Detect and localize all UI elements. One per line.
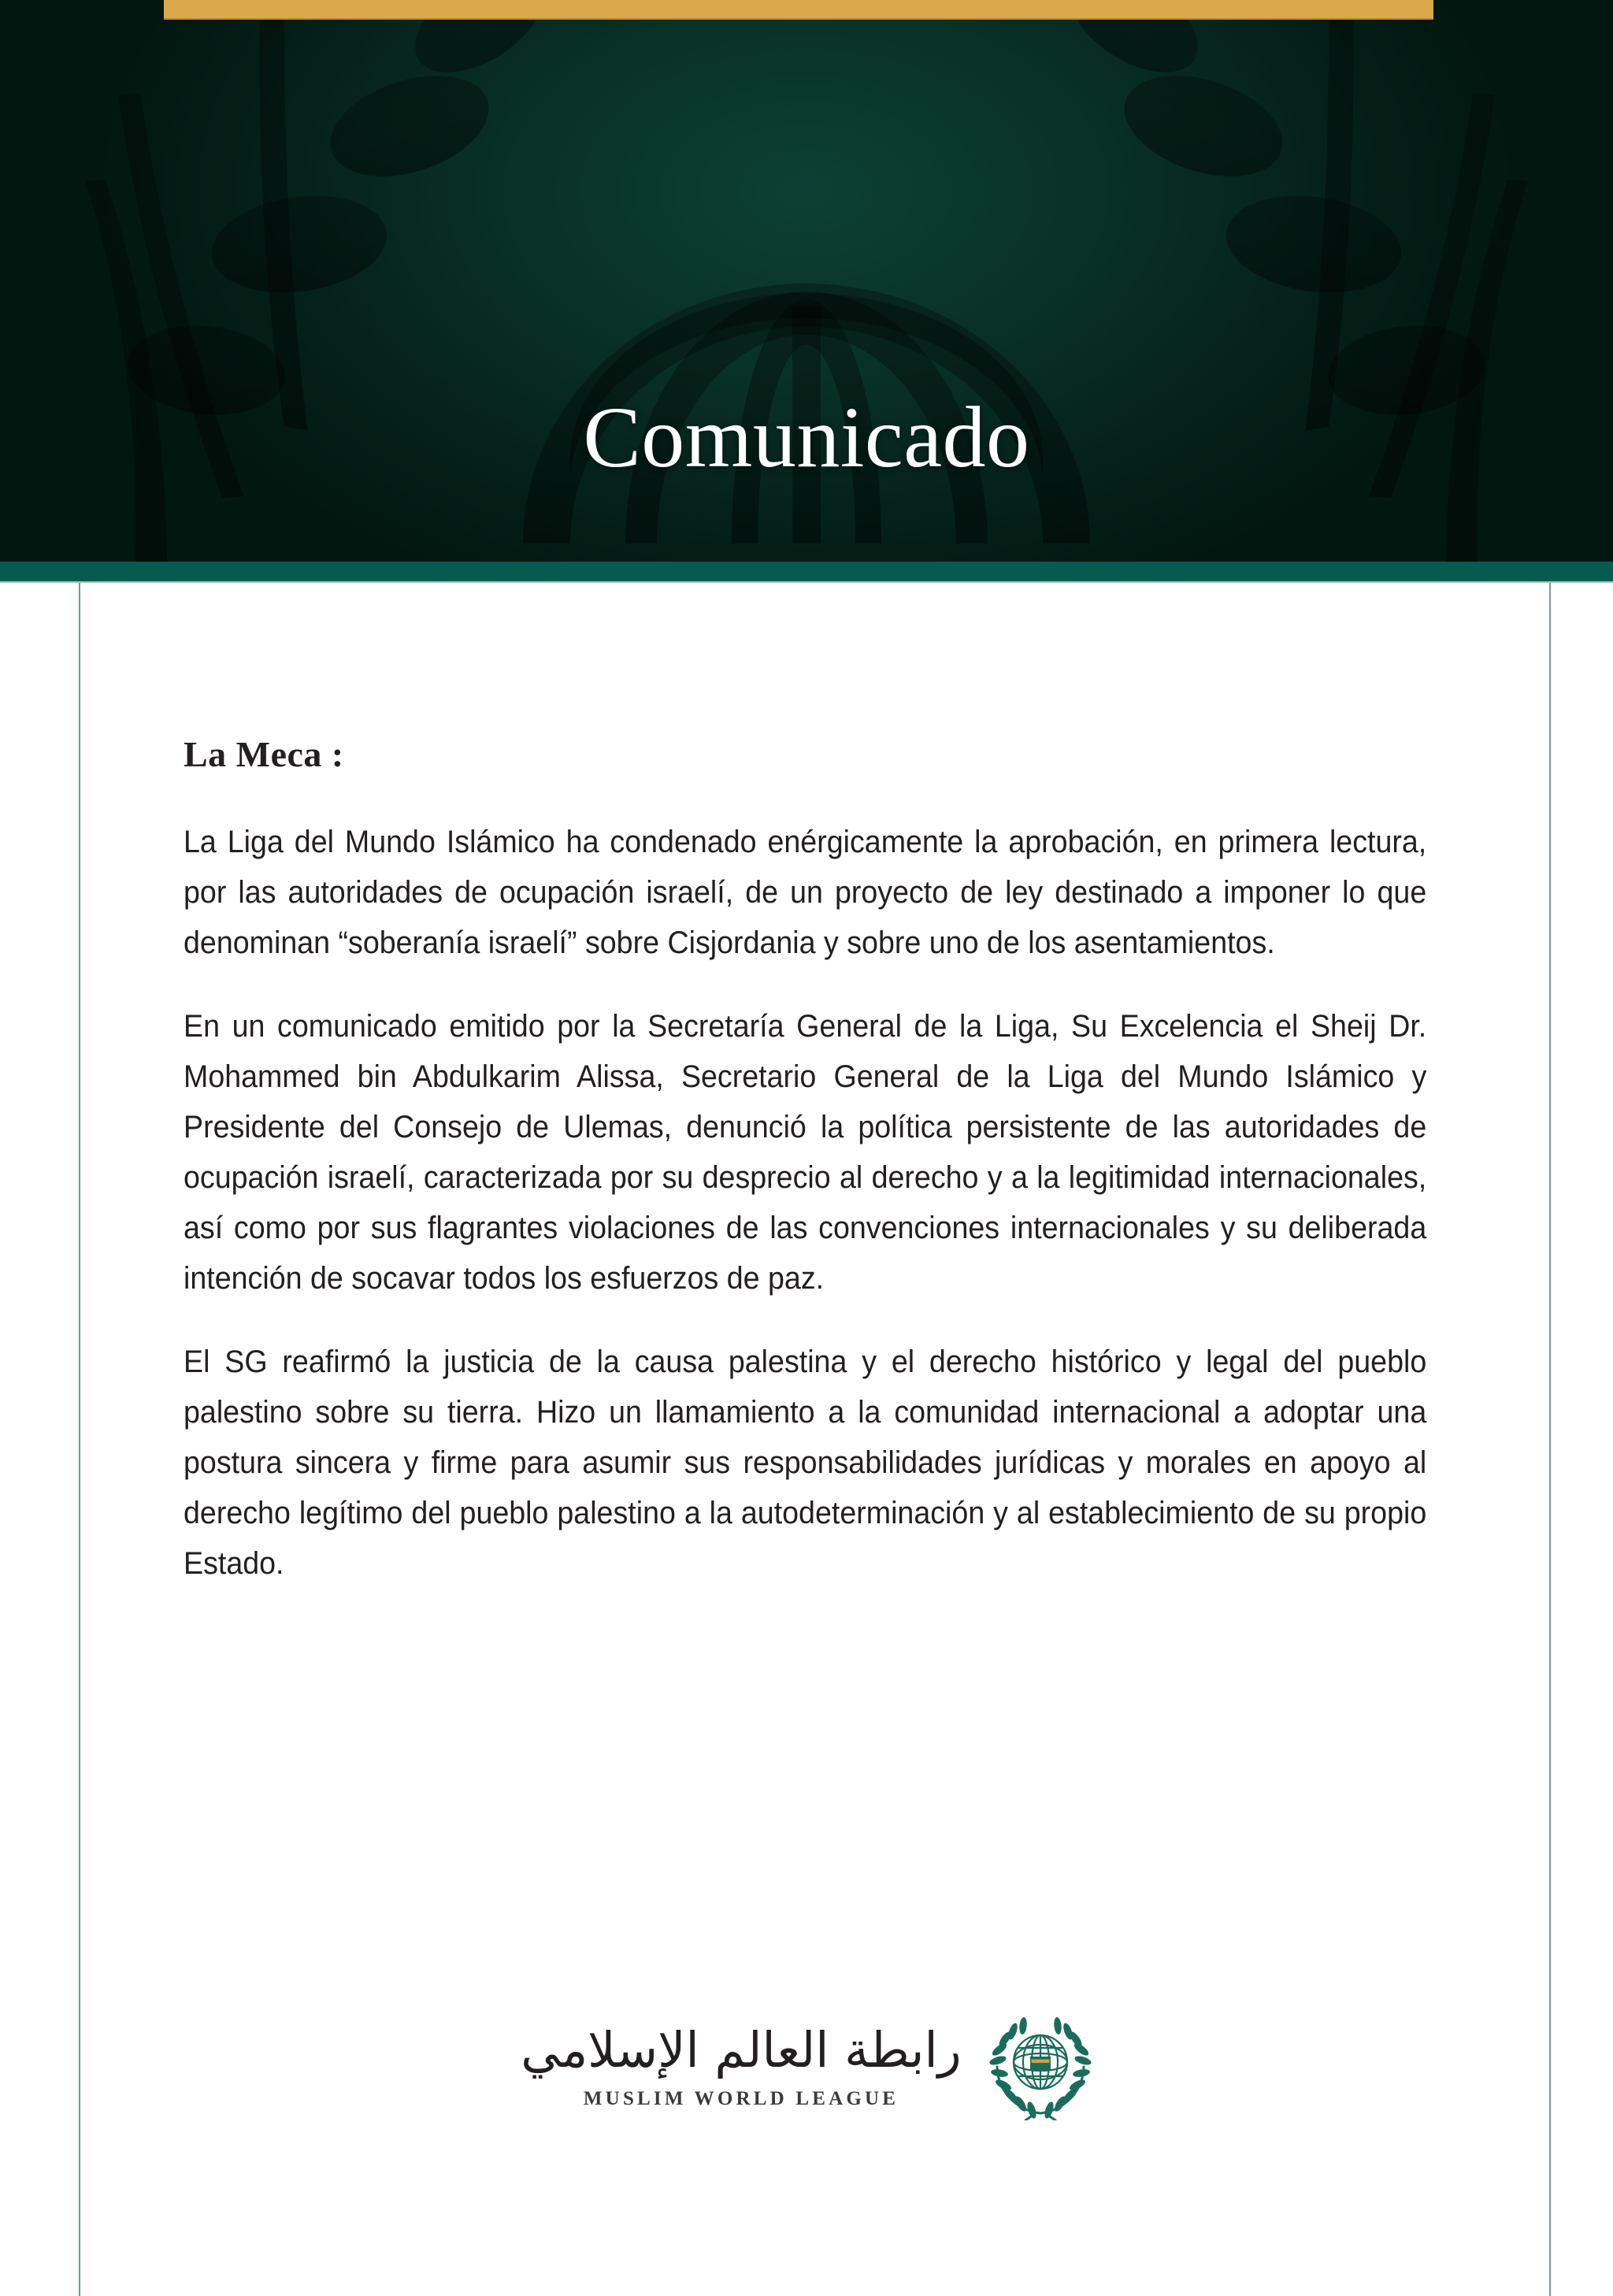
logo-wordmark <box>521 2020 961 2110</box>
content-area <box>184 733 1426 1589</box>
body-paragraph-3: El SG reafirmó la justicia de la causa palestina y el derecho histórico y legal del pueblo palestino sobre su tierra. Hizo un llamamiento a la comunidad internacional a adoptar una postura sincera y firme para asumir sus responsabilidades jurídicas y morales en apoyo al derecho legítimo del pueblo palestino a la autodeterminación y al establecimiento de su propio Estado. <box>184 1345 1427 1582</box>
gold-accent-bar <box>164 0 1433 20</box>
logo-arabic-name: رابطة العالم الإسلامي <box>521 2021 962 2079</box>
globe-kaaba-laurel-wreath-icon <box>988 2010 1092 2120</box>
logo-latin-name: MUSLIM WORLD LEAGUE <box>583 2087 899 2109</box>
dateline-heading: La Meca : <box>184 734 344 774</box>
header-divider <box>0 562 1613 583</box>
organization-logo <box>0 2010 1613 2120</box>
page-title: Comunicado <box>583 389 1030 485</box>
body-paragraph-2: En un comunicado emitido por la Secretaría General de la Liga, Su Excelencia el Sheij Dr. Mohammed bin Abdulkarim Alissa, Secretario General de la Liga del Mundo Islámico y Presidente del Consejo de Ulemas, denunció la política persistente de las autoridades de ocupación israelí, caracterizada por su desprecio al derecho y a la legitimidad internacionales, así como por sus flagrantes violaciones de las convenciones internacionales y su deliberada intención de socavar todos los esfuerzos de paz. <box>184 1009 1427 1296</box>
body-paragraph-1: La Liga del Mundo Islámico ha condenado enérgicamente la aprobación, en primera lectura, por las autoridades de ocupación israelí, de un proyecto de ley destinado a imponer lo que denominan “soberanía israelí” sobre Cisjordania y sobre uno de los asentamientos. <box>184 825 1427 961</box>
header-banner <box>0 0 1613 562</box>
